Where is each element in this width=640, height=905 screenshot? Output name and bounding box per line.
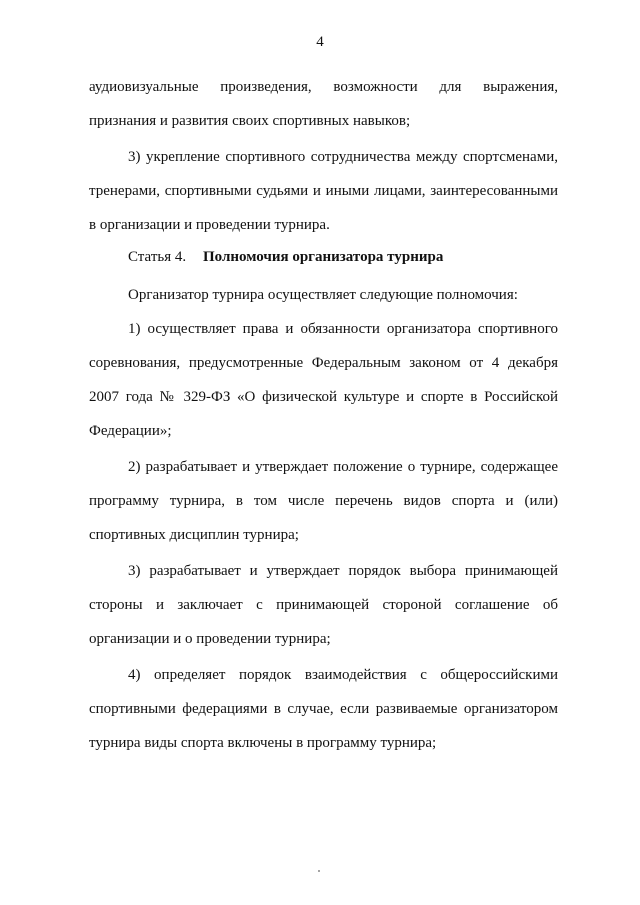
- text-line: спортивными федерациями в случае, если развиваемые организатором: [89, 701, 558, 717]
- paragraph-power-1: [89, 312, 558, 448]
- article-heading: [89, 240, 558, 274]
- article-title: Полномочия организатора турнира: [203, 249, 444, 265]
- article-number: Статья 4.: [128, 249, 187, 265]
- text-line: 4) определяет порядок взаимодействия с общероссийскими: [128, 667, 558, 683]
- paragraph-continuation: [89, 70, 558, 138]
- scan-speck: [318, 870, 320, 872]
- text-line: турнира виды спорта включены в программу турнира;: [89, 735, 437, 751]
- text-line: организации и о проведении турнира;: [89, 631, 331, 647]
- text-line: программу турнира, в том числе перечень видов спорта и (или): [89, 493, 558, 509]
- text-line: Федерации»;: [89, 423, 172, 439]
- text-line: спортивных дисциплин турнира;: [89, 527, 299, 543]
- paragraph-power-4: [89, 658, 558, 760]
- paragraph-intro: [89, 278, 558, 312]
- paragraph-item-3: [89, 140, 558, 242]
- text-line: стороны и заключает с принимающей стороной соглашение об: [89, 597, 558, 613]
- text-line: 2) разрабатывает и утверждает положение о турнире, содержащее: [128, 459, 558, 475]
- paragraph-power-2: [89, 450, 558, 552]
- text-line: 3) разрабатывает и утверждает порядок выбора принимающей: [128, 563, 558, 579]
- page-number: 4: [316, 34, 324, 50]
- text-line: Организатор турнира осуществляет следующие полномочия:: [128, 287, 518, 303]
- text-line: признания и развития своих спортивных навыков;: [89, 113, 411, 129]
- text-line: аудиовизуальные произведения, возможности для выражения,: [89, 79, 558, 95]
- paragraph-power-3: [89, 554, 558, 656]
- text-line: тренерами, спортивными судьями и иными лицами, заинтересованными: [89, 183, 558, 199]
- text-line: 2007 года № 329-ФЗ «О физической культуре и спорте в Российской: [89, 389, 558, 405]
- text-line: в организации и проведении турнира.: [89, 217, 330, 233]
- text-line: 3) укрепление спортивного сотрудничества между спортсменами,: [128, 149, 558, 165]
- text-line: соревнования, предусмотренные Федеральным законом от 4 декабря: [89, 355, 558, 371]
- text-line: 1) осуществляет права и обязанности организатора спортивного: [128, 321, 558, 337]
